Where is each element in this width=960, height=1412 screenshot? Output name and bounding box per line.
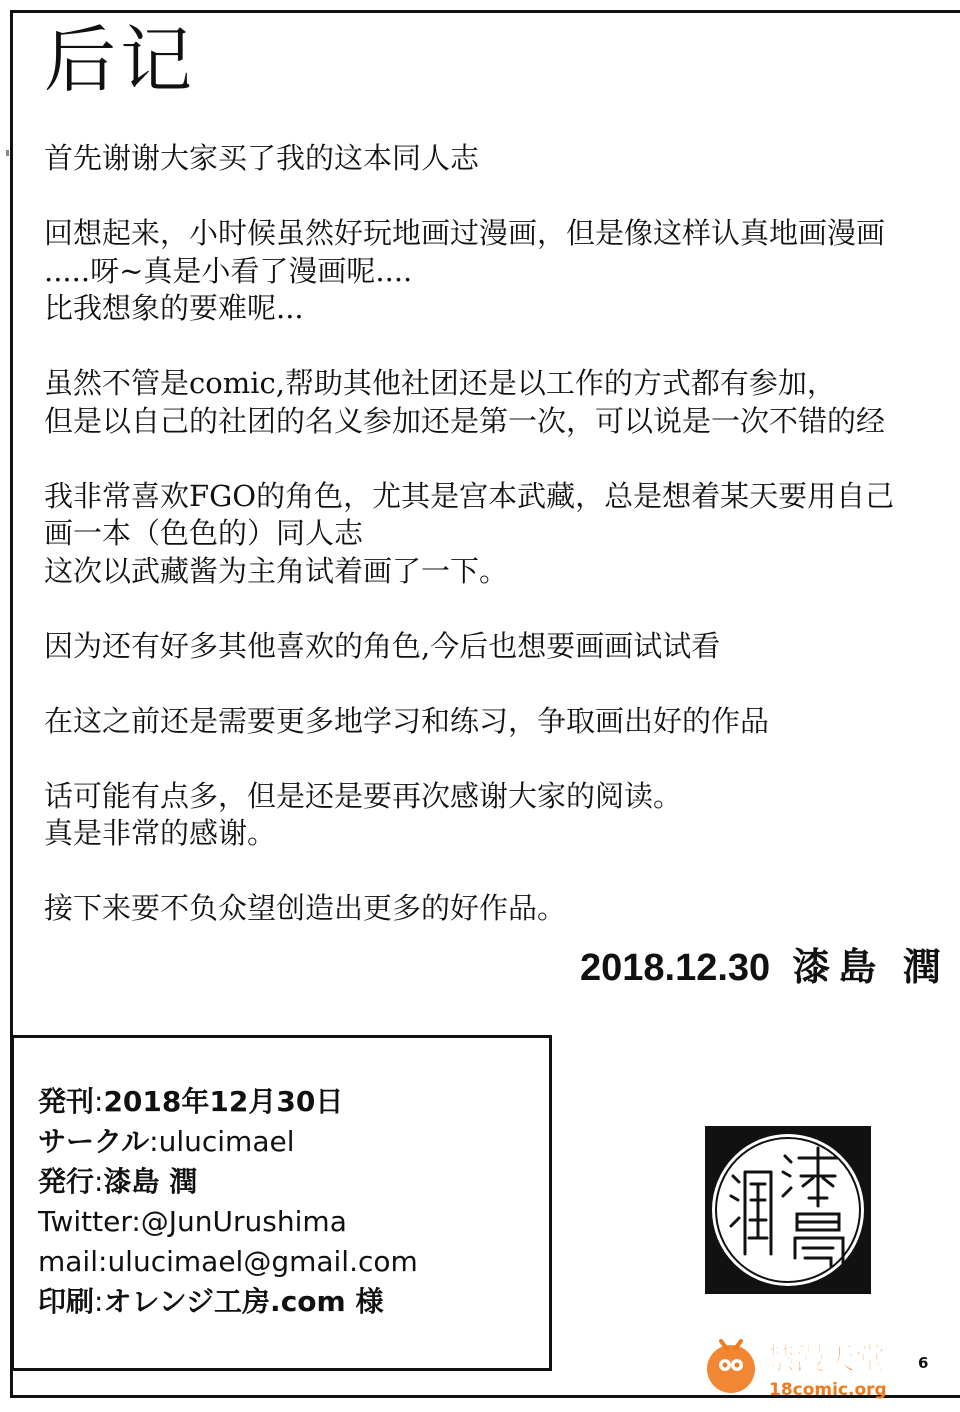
seal-icon: [705, 1126, 871, 1294]
body-line: 比我想象的要难呢...: [44, 291, 304, 325]
twitter-label: Twitter: [38, 1205, 132, 1238]
watermark-mascot-icon: [707, 1345, 755, 1393]
issue-value: 2018年12月30日: [103, 1085, 344, 1118]
body-blank: [44, 178, 960, 216]
publisher-separator: :: [94, 1165, 104, 1198]
colophon-publisher: [38, 1164, 197, 1200]
body-blank: [44, 740, 960, 778]
body-line: 但是以自己的社团的名义参加还是第一次，可以说是一次不错的经: [44, 403, 886, 438]
site-watermark: [697, 1335, 937, 1405]
colophon-twitter: [38, 1204, 347, 1240]
twitter-separator: :: [131, 1205, 141, 1238]
body-blank: [44, 590, 960, 628]
print-value: オレンジ工房.com 様: [103, 1285, 384, 1318]
scan-speck: [6, 150, 9, 156]
issue-separator: :: [94, 1085, 104, 1118]
watermark-brand: 禁漫天堂: [765, 1342, 885, 1377]
body-blank: [44, 853, 960, 891]
page-title: 后记: [44, 18, 197, 102]
body-line: .....呀~真是小看了漫画呢....: [44, 253, 413, 288]
body-blank: [44, 665, 960, 703]
afterword-body: [44, 140, 960, 928]
page-number: 6: [918, 1354, 929, 1372]
body-line: 真是非常的感谢。: [44, 816, 277, 850]
signature: [580, 936, 949, 991]
body-line: 在这之前还是需要更多地学习和练习，争取画出好的作品: [44, 703, 770, 738]
twitter-value: @JunUrushima: [140, 1205, 347, 1238]
body-blank: [44, 328, 960, 366]
body-line: 话可能有点多，但是还是要再次感谢大家的阅读。: [44, 778, 683, 813]
publisher-value: 漆島 潤: [103, 1165, 198, 1198]
watermark-logo: [697, 1335, 937, 1405]
body-line: 回想起来，小时候虽然好玩地画过漫画，但是像这样认真地画漫画: [44, 216, 886, 250]
mail-label: mail: [38, 1245, 98, 1278]
circle-separator: :: [149, 1125, 159, 1158]
colophon-box: [11, 1035, 552, 1371]
print-separator: :: [94, 1285, 104, 1318]
mail-separator: :: [98, 1245, 108, 1278]
colophon-issue: [38, 1084, 343, 1120]
body-line: 画一本（色色的）同人志: [44, 516, 364, 550]
body-line: 首先谢谢大家买了我的这本同人志: [44, 141, 480, 175]
issue-label: 発刊: [38, 1085, 95, 1118]
colophon-circle: [38, 1124, 295, 1160]
publisher-label: 発行: [38, 1165, 95, 1198]
author-seal-stamp: [705, 1126, 871, 1294]
body-line: 因为还有好多其他喜欢的角色,今后也想要画画试试看: [44, 628, 721, 663]
body-line: 这次以武藏酱为主角试着画了一下。: [44, 553, 509, 588]
signature-date: 2018.12.30: [580, 947, 771, 989]
signature-author: 漆島 潤: [792, 947, 949, 989]
colophon-print: [38, 1284, 383, 1320]
watermark-site: 18comic.org: [769, 1380, 887, 1400]
mail-value: ulucimael@gmail.com: [107, 1245, 418, 1278]
colophon-mail: [38, 1244, 418, 1280]
circle-label: サークル: [38, 1125, 150, 1158]
body-line: 虽然不管是comic,帮助其他社团还是以工作的方式都有参加，: [44, 366, 836, 400]
body-line: 我非常喜欢FGO的角色，尤其是宫本武藏，总是想着某天要用自己: [44, 478, 895, 513]
circle-value: ulucimael: [158, 1125, 295, 1158]
body-blank: [44, 440, 960, 478]
body-line: 接下来要不负众望创造出更多的好作品。: [44, 891, 567, 925]
print-label: 印刷: [38, 1285, 95, 1318]
